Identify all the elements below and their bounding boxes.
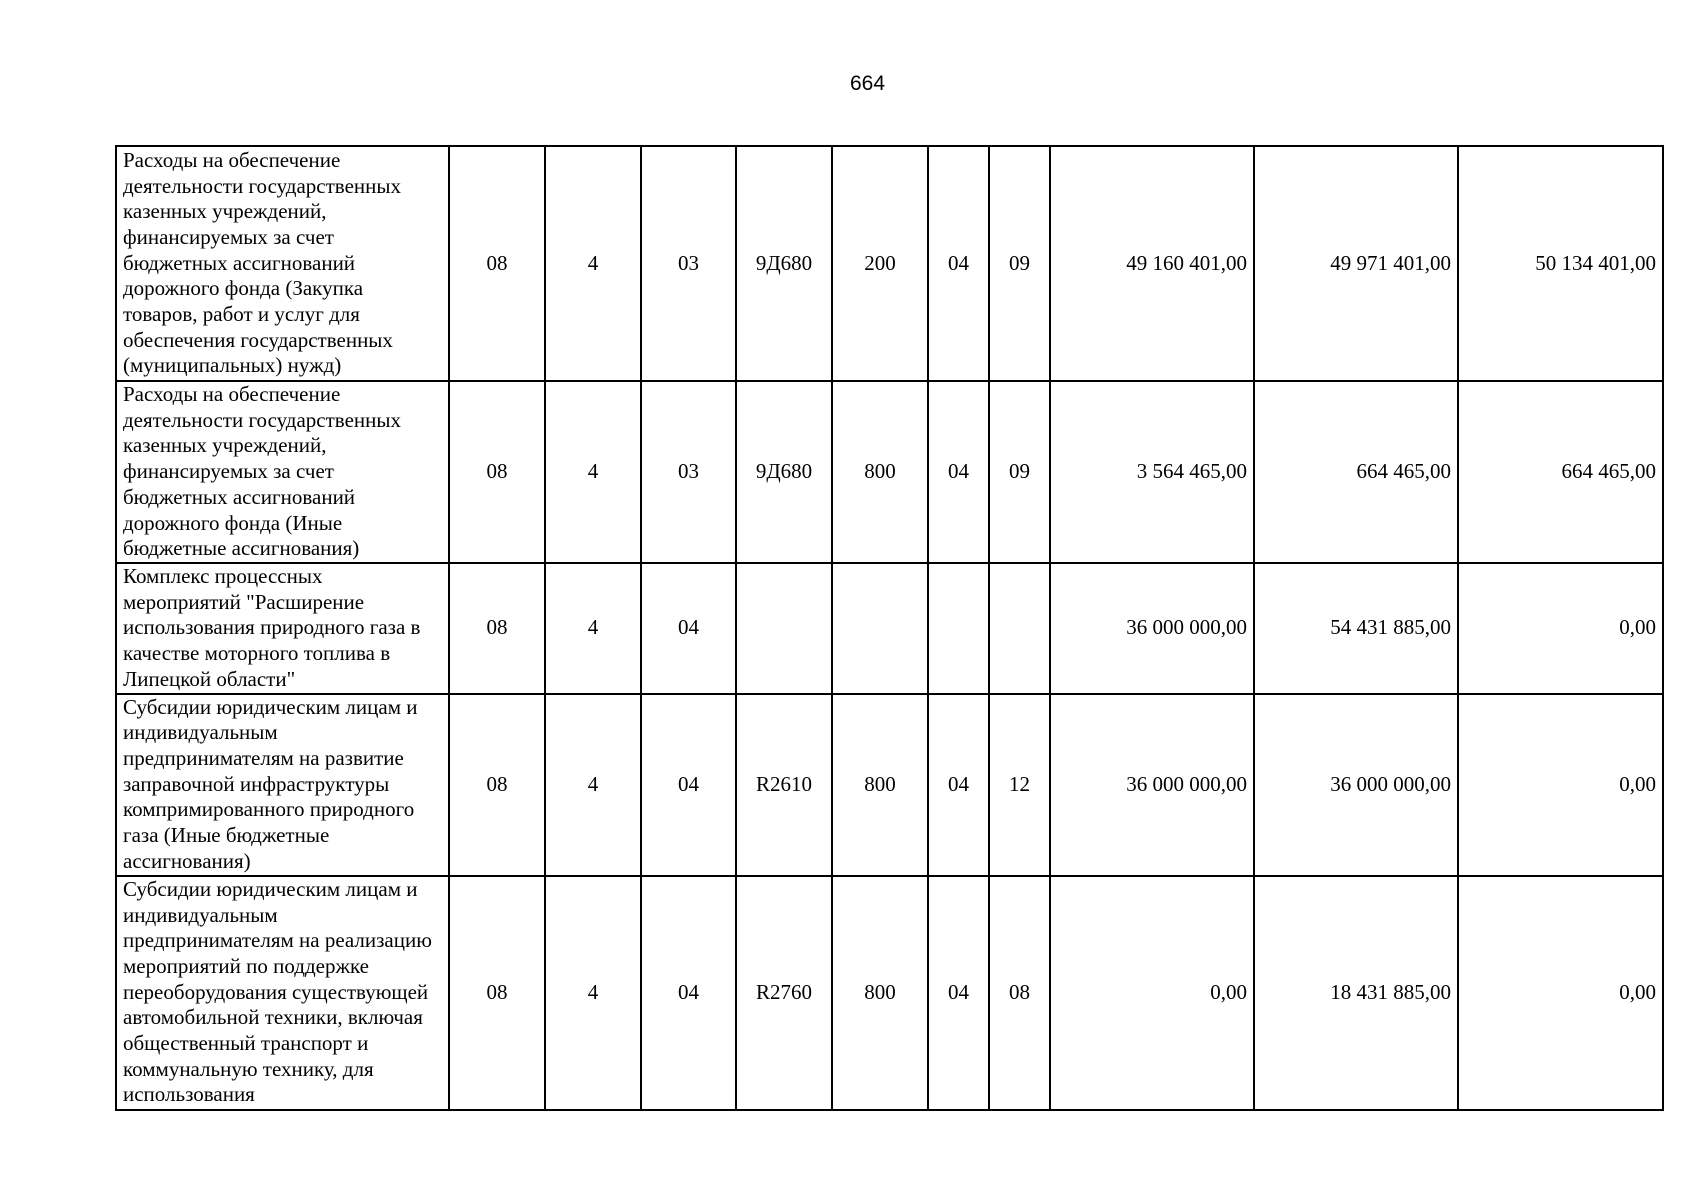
- cell-code-5: 800: [832, 381, 928, 563]
- row-description: Расходы на обеспечение деятельности государственных казенных учреждений, финансируемых за счет бюджетных ассигнований дорожного фонда (Иные бюджетные ассигнования): [116, 381, 449, 563]
- cell-code-6: 04: [928, 694, 989, 876]
- cell-amount-1: 36 000 000,00: [1050, 563, 1254, 694]
- cell-code-5: [832, 563, 928, 694]
- cell-amount-3: 0,00: [1458, 694, 1663, 876]
- table-row: [116, 146, 1663, 381]
- cell-amount-1: 49 160 401,00: [1050, 146, 1254, 381]
- row-description: Субсидии юридическим лицам и индивидуальным предпринимателям на реализацию мероприятий по поддержке переоборудования существующей автомобильной техники, включая общественный транспорт и коммунальную технику, для использования: [116, 876, 449, 1110]
- table-row: [116, 563, 1663, 694]
- cell-code-4: R2760: [736, 876, 832, 1110]
- cell-amount-1: 0,00: [1050, 876, 1254, 1110]
- cell-amount-3: 0,00: [1458, 876, 1663, 1110]
- cell-amount-3: 0,00: [1458, 563, 1663, 694]
- row-description: Субсидии юридическим лицам и индивидуальным предпринимателям на развитие заправочной инфраструктуры компримированного природного газа (Иные бюджетные ассигнования): [116, 694, 449, 876]
- cell-code-7: 09: [989, 146, 1050, 381]
- cell-amount-2: 36 000 000,00: [1254, 694, 1458, 876]
- budget-table: [115, 145, 1664, 1111]
- page-number: 664: [849, 72, 886, 95]
- cell-code-6: 04: [928, 381, 989, 563]
- cell-code-3: 03: [641, 146, 736, 381]
- cell-code-3: 04: [641, 694, 736, 876]
- row-description: Комплекс процессных мероприятий "Расширение использования природного газа в качестве моторного топлива в Липецкой области": [116, 563, 449, 694]
- cell-amount-3: 664 465,00: [1458, 381, 1663, 563]
- cell-code-2: 4: [545, 563, 641, 694]
- cell-code-4: 9Д680: [736, 146, 832, 381]
- table-row: [116, 381, 1663, 563]
- cell-code-6: 04: [928, 146, 989, 381]
- cell-code-1: 08: [449, 694, 545, 876]
- cell-code-5: 800: [832, 694, 928, 876]
- cell-code-3: 04: [641, 876, 736, 1110]
- cell-amount-2: 54 431 885,00: [1254, 563, 1458, 694]
- cell-amount-2: 18 431 885,00: [1254, 876, 1458, 1110]
- table-row: [116, 876, 1663, 1110]
- cell-code-2: 4: [545, 876, 641, 1110]
- cell-code-3: 03: [641, 381, 736, 563]
- cell-code-4: [736, 563, 832, 694]
- cell-code-7: 08: [989, 876, 1050, 1110]
- cell-code-6: [928, 563, 989, 694]
- cell-amount-2: 49 971 401,00: [1254, 146, 1458, 381]
- table-row: [116, 694, 1663, 876]
- cell-amount-1: 3 564 465,00: [1050, 381, 1254, 563]
- cell-code-1: 08: [449, 146, 545, 381]
- cell-code-1: 08: [449, 381, 545, 563]
- cell-code-4: 9Д680: [736, 381, 832, 563]
- cell-code-5: 200: [832, 146, 928, 381]
- cell-code-1: 08: [449, 876, 545, 1110]
- cell-code-2: 4: [545, 694, 641, 876]
- cell-code-6: 04: [928, 876, 989, 1110]
- cell-code-1: 08: [449, 563, 545, 694]
- row-description: Расходы на обеспечение деятельности государственных казенных учреждений, финансируемых за счет бюджетных ассигнований дорожного фонда (Закупка товаров, работ и услуг для обеспечения государственных (муниципальных) нужд): [116, 146, 449, 381]
- cell-amount-2: 664 465,00: [1254, 381, 1458, 563]
- cell-code-5: 800: [832, 876, 928, 1110]
- cell-amount-3: 50 134 401,00: [1458, 146, 1663, 381]
- cell-code-3: 04: [641, 563, 736, 694]
- cell-code-7: 12: [989, 694, 1050, 876]
- cell-amount-1: 36 000 000,00: [1050, 694, 1254, 876]
- cell-code-4: R2610: [736, 694, 832, 876]
- cell-code-7: [989, 563, 1050, 694]
- cell-code-7: 09: [989, 381, 1050, 563]
- cell-code-2: 4: [545, 146, 641, 381]
- cell-code-2: 4: [545, 381, 641, 563]
